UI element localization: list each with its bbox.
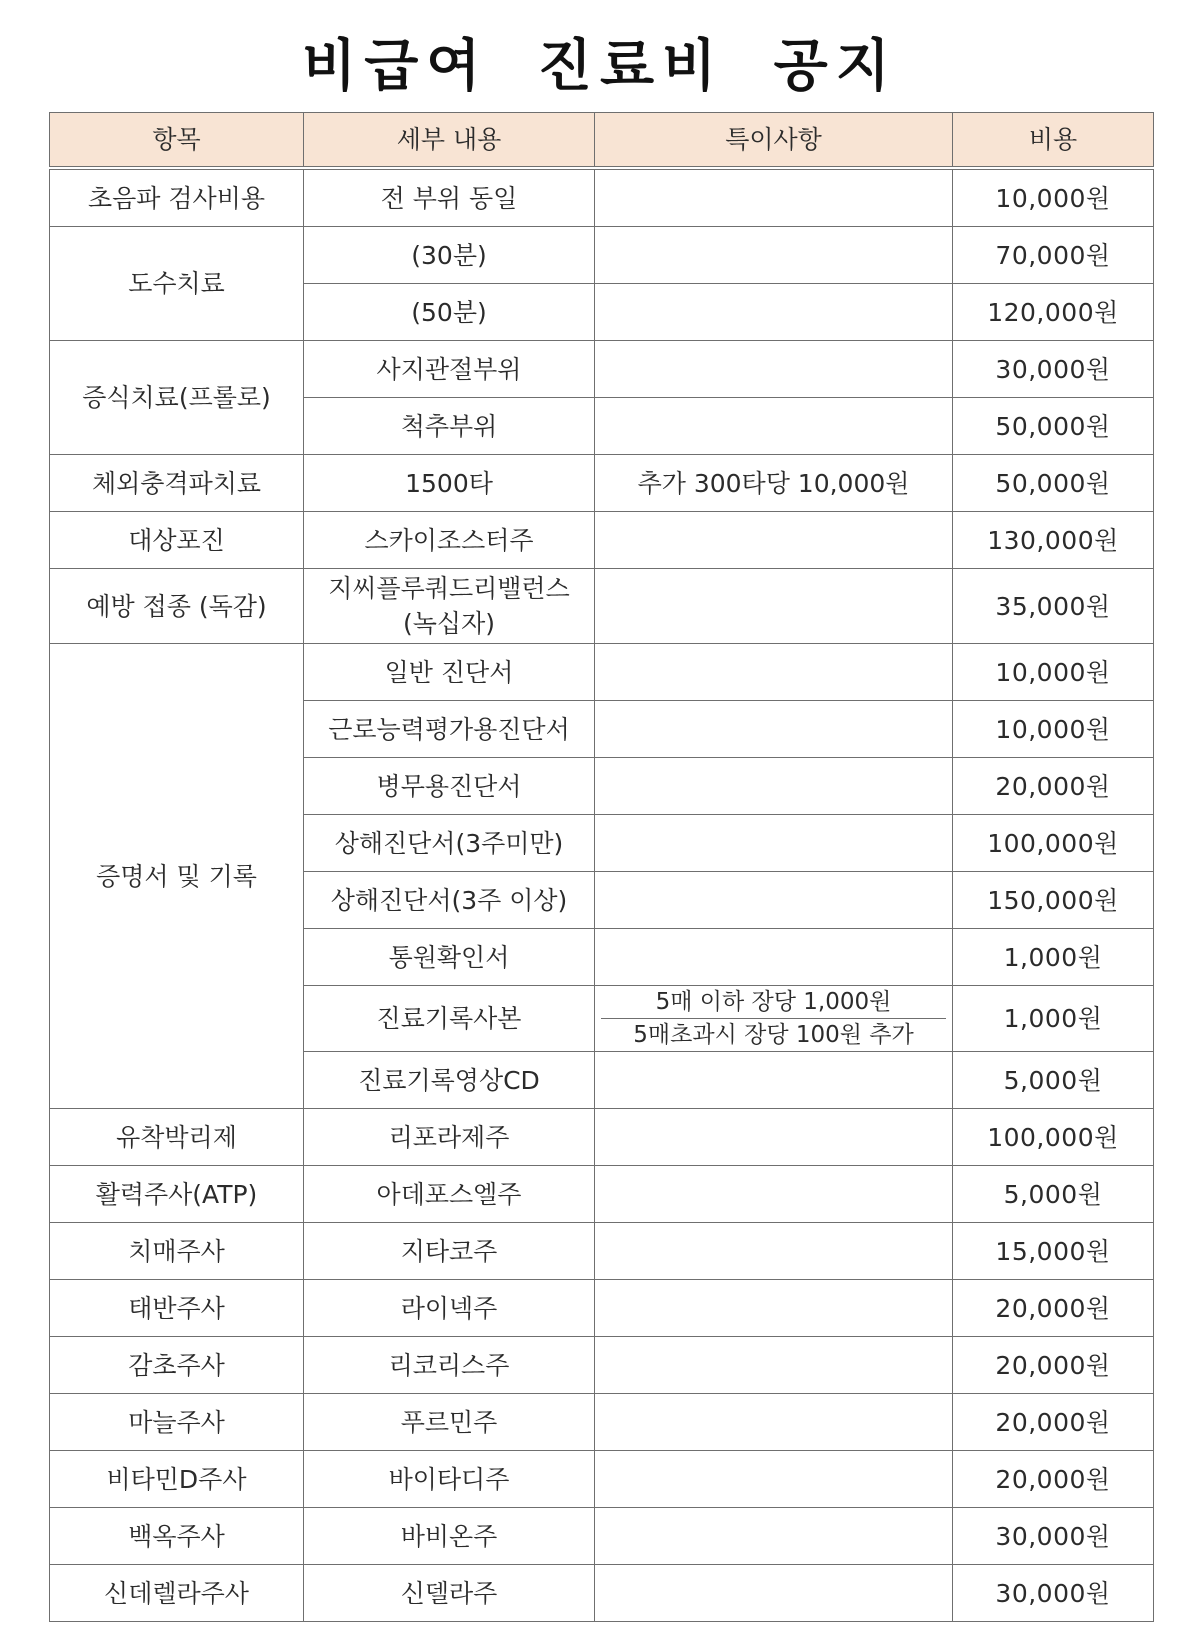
detail-cell: 바이타디주 [304, 1451, 595, 1508]
price-cell: 20,000원 [953, 1451, 1154, 1508]
item-cell: 비타민D주사 [50, 1451, 304, 1508]
price-cell: 10,000원 [953, 701, 1154, 758]
table-row [50, 227, 1154, 284]
note-cell [595, 815, 953, 872]
price-cell: 20,000원 [953, 1337, 1154, 1394]
note-cell [595, 227, 953, 284]
note-cell [595, 644, 953, 701]
header-item: 항목 [50, 113, 304, 169]
note-cell [595, 701, 953, 758]
item-cell: 치매주사 [50, 1223, 304, 1280]
price-cell: 100,000원 [953, 815, 1154, 872]
note-cell [595, 1223, 953, 1280]
price-cell: 70,000원 [953, 227, 1154, 284]
item-cell: 백옥주사 [50, 1508, 304, 1565]
item-cell: 유착박리제 [50, 1109, 304, 1166]
detail-cell: 리코리스주 [304, 1337, 595, 1394]
detail-cell: 척추부위 [304, 398, 595, 455]
table-row [50, 1565, 1154, 1622]
price-cell: 10,000원 [953, 644, 1154, 701]
note-cell [595, 569, 953, 644]
detail-cell: 사지관절부위 [304, 341, 595, 398]
detail-cell: 상해진단서(3주 이상) [304, 872, 595, 929]
table-row [50, 455, 1154, 512]
item-cell: 신데렐라주사 [50, 1565, 304, 1622]
detail-cell: 전 부위 동일 [304, 168, 595, 227]
price-cell: 130,000원 [953, 512, 1154, 569]
price-cell: 1,000원 [953, 986, 1154, 1052]
detail-cell: 상해진단서(3주미만) [304, 815, 595, 872]
page-title: 비급여 진료비 공지 [302, 34, 898, 99]
price-cell: 15,000원 [953, 1223, 1154, 1280]
price-cell: 120,000원 [953, 284, 1154, 341]
note-cell [595, 341, 953, 398]
price-cell: 10,000원 [953, 168, 1154, 227]
price-cell: 20,000원 [953, 1394, 1154, 1451]
note-cell [595, 1451, 953, 1508]
table-row [50, 1394, 1154, 1451]
table-row [50, 168, 1154, 227]
note-cell [595, 1565, 953, 1622]
table-row [50, 1280, 1154, 1337]
detail-cell: (30분) [304, 227, 595, 284]
note-cell [595, 1280, 953, 1337]
table-row [50, 1223, 1154, 1280]
item-cell: 마늘주사 [50, 1394, 304, 1451]
note-cell [595, 929, 953, 986]
price-cell: 50,000원 [953, 398, 1154, 455]
price-cell: 30,000원 [953, 1565, 1154, 1622]
note-cell [595, 284, 953, 341]
note-cell [595, 398, 953, 455]
note-cell [595, 512, 953, 569]
table-row [50, 1337, 1154, 1394]
note-cell [595, 1508, 953, 1565]
price-cell: 150,000원 [953, 872, 1154, 929]
item-cell: 체외충격파치료 [50, 455, 304, 512]
table-row [50, 512, 1154, 569]
note-cell [595, 1337, 953, 1394]
header-note: 특이사항 [595, 113, 953, 169]
detail-cell: 일반 진단서 [304, 644, 595, 701]
item-cell: 예방 접종 (독감) [50, 569, 304, 644]
price-cell: 50,000원 [953, 455, 1154, 512]
detail-cell: 바비온주 [304, 1508, 595, 1565]
header-row [50, 113, 1154, 169]
price-cell: 20,000원 [953, 1280, 1154, 1337]
item-cell: 태반주사 [50, 1280, 304, 1337]
detail-cell: 1500타 [304, 455, 595, 512]
table-row [50, 341, 1154, 398]
detail-cell: 아데포스엘주 [304, 1166, 595, 1223]
detail-cell: 진료기록영상CD [304, 1052, 595, 1109]
table-row [50, 1166, 1154, 1223]
detail-cell: 통원확인서 [304, 929, 595, 986]
table-row [50, 1451, 1154, 1508]
note-cell [595, 1109, 953, 1166]
item-cell: 초음파 검사비용 [50, 168, 304, 227]
note-cell [595, 1394, 953, 1451]
item-cell: 활력주사(ATP) [50, 1166, 304, 1223]
table-row [50, 1109, 1154, 1166]
detail-cell: 근로능력평가용진단서 [304, 701, 595, 758]
table-row [50, 569, 1154, 644]
table-row [50, 644, 1154, 701]
note-cell [595, 758, 953, 815]
item-cell: 증명서 및 기록 [50, 644, 304, 1109]
price-cell: 35,000원 [953, 569, 1154, 644]
note-line: 5매 이하 장당 1,000원 [601, 986, 946, 1019]
note-cell [595, 168, 953, 227]
price-cell: 5,000원 [953, 1166, 1154, 1223]
detail-cell: 스카이조스터주 [304, 512, 595, 569]
note-cell: 추가 300타당 10,000원 [595, 455, 953, 512]
header-price: 비용 [953, 113, 1154, 169]
price-cell: 100,000원 [953, 1109, 1154, 1166]
detail-cell: 진료기록사본 [304, 986, 595, 1052]
note-cell [595, 1166, 953, 1223]
item-cell: 도수치료 [50, 227, 304, 341]
note-cell [595, 1052, 953, 1109]
detail-cell: 리포라제주 [304, 1109, 595, 1166]
table-row [50, 1508, 1154, 1565]
detail-cell: 병무용진단서 [304, 758, 595, 815]
fee-table [49, 112, 1154, 1622]
note-cell [595, 872, 953, 929]
price-cell: 5,000원 [953, 1052, 1154, 1109]
price-cell: 1,000원 [953, 929, 1154, 986]
price-cell: 20,000원 [953, 758, 1154, 815]
note-cell [595, 986, 953, 1052]
detail-cell: 지씨플루쿼드리밸런스 (녹십자) [304, 569, 595, 644]
item-cell: 증식치료(프롤로) [50, 341, 304, 455]
price-cell: 30,000원 [953, 341, 1154, 398]
detail-cell: 신델라주 [304, 1565, 595, 1622]
detail-cell: 푸르민주 [304, 1394, 595, 1451]
detail-cell: (50분) [304, 284, 595, 341]
header-detail: 세부 내용 [304, 113, 595, 169]
item-cell: 대상포진 [50, 512, 304, 569]
item-cell: 감초주사 [50, 1337, 304, 1394]
detail-cell: 라이넥주 [304, 1280, 595, 1337]
price-cell: 30,000원 [953, 1508, 1154, 1565]
detail-cell: 지타코주 [304, 1223, 595, 1280]
note-line: 5매초과시 장당 100원 추가 [633, 1022, 914, 1048]
